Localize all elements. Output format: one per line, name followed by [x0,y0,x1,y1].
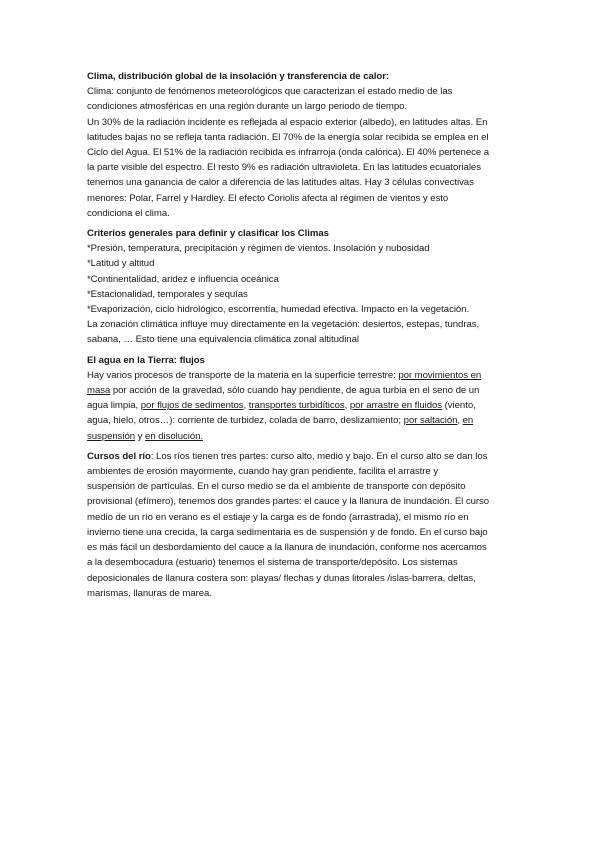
paragraph-line [87,413,527,428]
section-heading-cursos: Cursos del río [87,450,151,462]
section-criterios [87,226,527,348]
section-heading-clima: Clima, distribución global de la insolación y transferencia de calor: [87,71,390,82]
list-item: *Evaporización, ciclo hidrológico, escorrentía, humedad efectiva. Impacto en la vegetación. [87,304,470,316]
paragraph-line: menores: Polar, Farrel y Hardley. El efecto Coriolis afecta al régimen de vientos y esto [87,192,449,204]
text-span: , [344,400,350,412]
paragraph-line [87,383,527,398]
paragraph-line: marismas, llanuras de marea. [87,587,212,599]
text-span: (viento, [442,400,476,412]
underlined-term: en disolución. [145,430,203,442]
underlined-term: por saltación [403,415,458,427]
paragraph-line: condiciona el clima. [87,207,170,219]
underlined-term: suspensión [87,430,136,442]
underlined-term: por movimientos en [398,369,482,381]
paragraph-line: es más fácil un desbordamiento del cauce a la llanura de inundación, conforme nos acercamos [87,542,487,554]
section-heading-criterios: Criterios generales para definir y clasificar los Climas [87,228,329,240]
paragraph-line: invierno tiene una crecida, la carga sedimentaria es de suspensión y de fondo. En el curso bajo [87,526,488,538]
paragraph-line: deposicionales de llanura costera son: playas/ flechas y dunas litorales /islas-barrera, deltas, [87,572,476,584]
section-clima [87,69,527,221]
paragraph-line: Un 30% de la radiación incidente es reflejada al espacio exterior (albedo), en latitudes altas. En [87,116,488,128]
paragraph-line: tenemos una ganancia de calor a diferencia de las latitudes altas. Hay 3 células convectivas [87,177,474,189]
underlined-term: masa [87,385,111,397]
paragraph-line: suspensión de partículas. En el curso medio se da el ambiente de transporte con depósito [87,481,466,493]
list-item: *Estacionalidad, temporales y sequías [87,288,248,300]
paragraph-line: a la desembocadura (estuario) tenemos el sistema de transporte/depósito. Los sistemas [87,557,458,569]
underlined-term: por flujos de sedimentos [140,400,244,412]
text-span: , [243,400,249,412]
list-item: *Latitud y altitud [87,258,155,270]
text-span: y [135,430,146,442]
paragraph-line: medio de un río en verano es el estiaje y la carga es de fondo (arrastrada), el mismo río en [87,511,469,523]
paragraph-line: Clima: conjunto de fenómenos meteorológicos que caracterizan el estado medio de las [87,86,453,98]
text-span: : Los ríos tienen tres partes: curso alto, medio y bajo. En el curso alto se dan los [150,450,488,462]
underlined-term: por arrastre en fluidos [349,400,443,412]
paragraph-line: provisional (efímero), tenemos dos grandes partes: el cauce y la llanura de inundación. El curso [87,496,490,508]
list-item: *Continentalidad, aridez e influencia oceánica [87,273,279,285]
underlined-term: transportes turbidíticos [248,400,345,412]
paragraph-line: ambientes de erosión mayormente, cuando hay gran pendiente, facilita el arrastre y [87,466,439,478]
section-heading-agua: El agua en la Tierra: flujos [87,354,205,366]
underlined-term: en [462,415,474,427]
paragraph-line: sabana, … Esto tiene una equivalencia climática zonal altitudinal [87,334,359,346]
text-span: por acción de la gravedad, sólo cuando hay pendiente, de agua turbia en el seno de un [110,385,480,397]
text-span: agua, hielo, otros…): corriente de turbidez, colada de barro, deslizamiento; [87,415,404,427]
paragraph-line: latitudes bajas no se refleja tanta radiación. El 70% de la energía solar recibida se emplea en el [87,131,489,143]
paragraph-line: condiciones atmosféricas en una región durante un largo periodo de tiempo. [87,101,408,113]
text-span: , [457,415,463,427]
paragraph-line [87,449,527,464]
document-content [87,69,527,606]
paragraph-line [87,368,527,383]
section-agua [87,353,527,444]
section-cursos [87,449,527,601]
paragraph-line: Ciclo del Agua. El 51% de la radiación recibida es infrarroja (onda calórica). El 40% pertenece a [87,147,490,159]
paragraph-line [87,398,527,413]
list-item: *Presión, temperatura, precipitación y régimen de vientos. Insolación y nubosidad [87,243,430,255]
paragraph-line [87,429,527,444]
text-span: Hay varios procesos de transporte de la materia en la superficie terrestre: [87,369,399,381]
paragraph-line: La zonación climática influye muy directamente en la vegetación: desiertos, estepas, tundras, [87,319,480,331]
paragraph-line: la parte visible del espectro. El resto 9% es radiación ultravioleta. En las latitudes ecuatoriales [87,162,481,174]
text-span: agua limpia, [87,400,141,412]
